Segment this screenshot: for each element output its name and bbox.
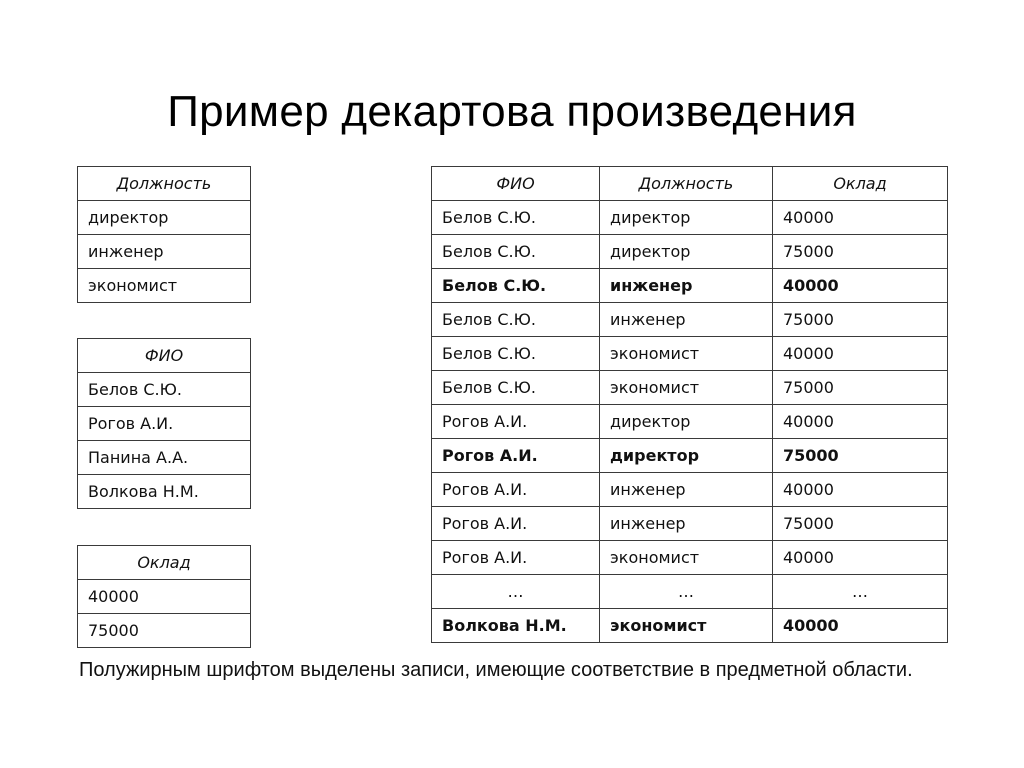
- fio-cell: Белов С.Ю.: [432, 337, 600, 371]
- fio-cell: Белов С.Ю.: [432, 201, 600, 235]
- table-header-row: [78, 167, 251, 201]
- table-row: [78, 441, 251, 475]
- column-header-fio: ФИО: [432, 167, 600, 201]
- position-cell: инженер: [600, 269, 773, 303]
- table-row: [432, 337, 948, 371]
- position-cell: директор: [600, 235, 773, 269]
- table-row: [78, 373, 251, 407]
- column-header-position: Должность: [78, 167, 251, 201]
- fio-cell: Белов С.Ю.: [432, 371, 600, 405]
- fio-cell: Белов С.Ю.: [432, 269, 600, 303]
- salary-cell: 40000: [773, 541, 948, 575]
- table-row: [432, 235, 948, 269]
- column-header-position: Должность: [600, 167, 773, 201]
- fio-cell: Рогов А.И.: [432, 405, 600, 439]
- salary-table: [77, 545, 251, 648]
- position-cell: экономист: [78, 269, 251, 303]
- column-header-salary: Оклад: [773, 167, 948, 201]
- salary-cell: 40000: [773, 473, 948, 507]
- position-cell: инженер: [600, 303, 773, 337]
- ellipsis-row: [432, 575, 948, 609]
- slide-title: Пример декартова произведения: [167, 87, 857, 136]
- fio-cell: Рогов А.И.: [432, 507, 600, 541]
- position-cell: экономист: [600, 371, 773, 405]
- position-cell: экономист: [600, 541, 773, 575]
- table-row: [432, 405, 948, 439]
- salary-cell: 75000: [773, 507, 948, 541]
- position-cell: директор: [600, 201, 773, 235]
- table-row: [78, 201, 251, 235]
- table-row: [78, 614, 251, 648]
- position-cell: директор: [600, 439, 773, 473]
- table-row: [78, 475, 251, 509]
- position-cell: инженер: [600, 507, 773, 541]
- fio-cell: Панина А.А.: [78, 441, 251, 475]
- position-cell: инженер: [78, 235, 251, 269]
- position-cell: директор: [600, 405, 773, 439]
- position-cell: …: [600, 575, 773, 609]
- table-row: [78, 269, 251, 303]
- matching-table-row: [432, 609, 948, 643]
- salary-cell: 75000: [773, 439, 948, 473]
- table-row: [78, 580, 251, 614]
- table-header-row: [78, 546, 251, 580]
- salary-cell: 40000: [773, 405, 948, 439]
- fio-cell: Рогов А.И.: [432, 473, 600, 507]
- table-row: [432, 303, 948, 337]
- fio-cell: Рогов А.И.: [78, 407, 251, 441]
- salary-cell: 40000: [773, 269, 948, 303]
- fio-cell: Рогов А.И.: [432, 541, 600, 575]
- salary-cell: 40000: [773, 201, 948, 235]
- table-row: [432, 371, 948, 405]
- fio-cell: …: [432, 575, 600, 609]
- table-row: [432, 201, 948, 235]
- position-table: [77, 166, 251, 303]
- salary-cell: 40000: [773, 337, 948, 371]
- fio-cell: Рогов А.И.: [432, 439, 600, 473]
- matching-table-row: [432, 269, 948, 303]
- salary-cell: 75000: [773, 235, 948, 269]
- table-header-row: [78, 339, 251, 373]
- table-row: [78, 235, 251, 269]
- matching-table-row: [432, 439, 948, 473]
- fio-cell: Волкова Н.М.: [432, 609, 600, 643]
- salary-cell: 75000: [773, 303, 948, 337]
- position-cell: экономист: [600, 337, 773, 371]
- table-row: [432, 507, 948, 541]
- column-header-fio: ФИО: [78, 339, 251, 373]
- product-table-body: [432, 201, 948, 643]
- fio-table: [77, 338, 251, 509]
- salary-cell: 40000: [773, 609, 948, 643]
- fio-cell: Белов С.Ю.: [78, 373, 251, 407]
- cartesian-product-table: [431, 166, 948, 643]
- position-cell: экономист: [600, 609, 773, 643]
- fio-cell: Белов С.Ю.: [432, 235, 600, 269]
- fio-cell: Белов С.Ю.: [432, 303, 600, 337]
- table-row: [78, 407, 251, 441]
- salary-cell: …: [773, 575, 948, 609]
- table-row: [432, 541, 948, 575]
- position-cell: директор: [78, 201, 251, 235]
- position-cell: инженер: [600, 473, 773, 507]
- table-header-row: [432, 167, 948, 201]
- column-header-salary: Оклад: [78, 546, 251, 580]
- table-row: [432, 473, 948, 507]
- salary-cell: 40000: [78, 580, 251, 614]
- salary-cell: 75000: [773, 371, 948, 405]
- footnote-text: Полужирным шрифтом выделены записи, имеющие соответствие в предметной области.: [79, 659, 913, 681]
- salary-cell: 75000: [78, 614, 251, 648]
- fio-cell: Волкова Н.М.: [78, 475, 251, 509]
